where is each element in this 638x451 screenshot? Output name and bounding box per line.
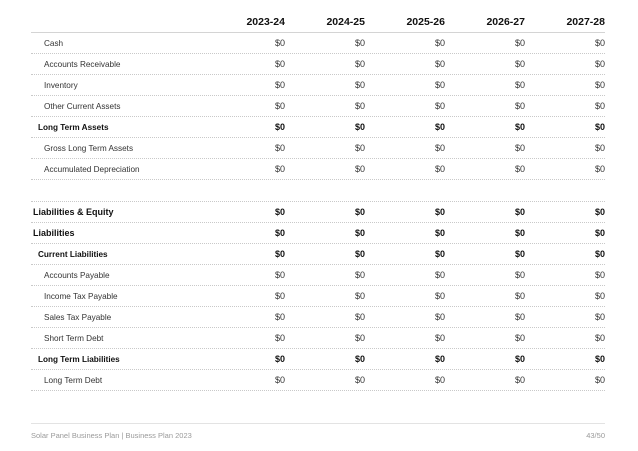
table-cell: $0 [594,38,605,48]
table-row [31,96,605,117]
table-row [31,159,605,180]
table-cell: $0 [434,249,445,259]
table-cell: $0 [274,59,285,69]
row-label: Accounts Payable [44,270,110,280]
table-cell: $0 [434,207,445,217]
table-row [31,138,605,159]
table-cell: $0 [514,207,525,217]
table-cell: $0 [274,249,285,259]
table-cell: $0 [274,375,285,385]
table-cell: $0 [514,59,525,69]
table-cell: $0 [354,80,365,90]
table-cell: $0 [354,228,365,238]
row-label: Income Tax Payable [44,291,118,301]
table-cell: $0 [594,312,605,322]
table-cell: $0 [434,333,445,343]
table-cell: $0 [514,122,525,132]
table-cell: $0 [354,122,365,132]
table-cell: $0 [594,59,605,69]
row-label: Long Term Debt [44,375,103,385]
row-label: Liabilities [33,228,75,238]
row-values [205,33,605,53]
table-row [31,223,605,244]
table-cell: $0 [514,101,525,111]
table-cell: $0 [434,59,445,69]
table-cell: $0 [514,354,525,364]
table-cell: $0 [514,80,525,90]
table-cell: $0 [434,38,445,48]
table-cell: $0 [434,80,445,90]
table-cell: $0 [434,122,445,132]
table-row [31,328,605,349]
table-cell: $0 [594,207,605,217]
table-cell: $0 [594,333,605,343]
row-values [205,75,605,95]
row-values [205,244,605,264]
table-cell: $0 [274,80,285,90]
row-values [205,286,605,306]
table-cell: $0 [434,143,445,153]
column-header: 2027-28 [566,16,605,28]
table-cell: $0 [434,375,445,385]
table-row [31,265,605,286]
footer-title: Solar Panel Business Plan | Business Plan 2023 [31,430,192,440]
row-label: Liabilities & Equity [33,207,114,217]
table-cell: $0 [594,291,605,301]
column-header: 2025-26 [406,16,445,28]
table-cell: $0 [594,122,605,132]
row-label: Gross Long Term Assets [44,143,134,153]
table-cell: $0 [594,228,605,238]
row-values [205,328,605,348]
table-row [31,117,605,138]
table-cell: $0 [514,143,525,153]
row-values [205,159,605,179]
table-cell: $0 [594,101,605,111]
row-values [205,307,605,327]
row-values [205,138,605,158]
table-cell: $0 [274,270,285,280]
table-cell: $0 [594,143,605,153]
table-row [31,244,605,265]
table-cell: $0 [434,101,445,111]
table-row [31,75,605,96]
table-cell: $0 [274,354,285,364]
row-label: Accumulated Depreciation [44,164,140,174]
table-cell: $0 [274,312,285,322]
table-row [31,202,605,223]
table-cell: $0 [354,101,365,111]
table-cell: $0 [434,164,445,174]
row-values [205,349,605,369]
table-cell: $0 [514,291,525,301]
row-label: Sales Tax Payable [44,312,112,322]
row-label: Long Term Liabilities [38,354,120,364]
row-label: Long Term Assets [38,122,109,132]
row-label: Current Liabilities [38,249,108,259]
row-label: Other Current Assets [44,101,121,111]
table-row [31,286,605,307]
column-header: 2026-27 [486,16,525,28]
table-cell: $0 [354,143,365,153]
header-columns [205,12,605,32]
table-cell: $0 [594,164,605,174]
table-cell: $0 [594,270,605,280]
table-cell: $0 [274,207,285,217]
column-header: 2024-25 [326,16,365,28]
page-number: 43/50 [586,430,605,440]
table-cell: $0 [274,164,285,174]
table-header-row [31,0,605,33]
table-cell: $0 [354,59,365,69]
page-footer [31,423,605,446]
row-label: Short Term Debt [44,333,104,343]
table-cell: $0 [354,291,365,301]
section-spacer [31,180,605,202]
table-cell: $0 [354,312,365,322]
table-cell: $0 [354,38,365,48]
table-cell: $0 [514,38,525,48]
table-row [31,307,605,328]
table-cell: $0 [354,354,365,364]
row-values [205,370,605,390]
table-cell: $0 [274,38,285,48]
table-cell: $0 [594,354,605,364]
table-cell: $0 [594,249,605,259]
table-row [31,349,605,370]
table-cell: $0 [354,375,365,385]
table-cell: $0 [434,291,445,301]
table-cell: $0 [514,333,525,343]
row-label: Accounts Receivable [44,59,121,69]
table-row [31,54,605,75]
table-cell: $0 [274,143,285,153]
table-cell: $0 [274,291,285,301]
table-cell: $0 [354,164,365,174]
table-cell: $0 [274,101,285,111]
row-label: Inventory [44,80,78,90]
table-cell: $0 [274,228,285,238]
liabilities-rows [31,202,605,391]
table-cell: $0 [434,312,445,322]
table-cell: $0 [514,164,525,174]
column-header: 2023-24 [246,16,285,28]
table-cell: $0 [274,333,285,343]
row-values [205,54,605,74]
table-cell: $0 [434,228,445,238]
table-row [31,370,605,391]
table-cell: $0 [274,122,285,132]
row-values [205,117,605,137]
table-cell: $0 [354,207,365,217]
table-cell: $0 [434,270,445,280]
balance-sheet-table [31,0,605,391]
row-values [205,265,605,285]
row-values [205,202,605,222]
row-label: Cash [44,38,64,48]
table-cell: $0 [434,354,445,364]
row-values [205,223,605,243]
table-cell: $0 [594,80,605,90]
table-cell: $0 [354,249,365,259]
row-values [205,96,605,116]
table-row [31,33,605,54]
table-cell: $0 [354,333,365,343]
table-cell: $0 [514,375,525,385]
assets-rows [31,33,605,180]
table-cell: $0 [514,312,525,322]
table-cell: $0 [354,270,365,280]
table-cell: $0 [514,270,525,280]
table-cell: $0 [594,375,605,385]
table-cell: $0 [514,228,525,238]
table-cell: $0 [514,249,525,259]
